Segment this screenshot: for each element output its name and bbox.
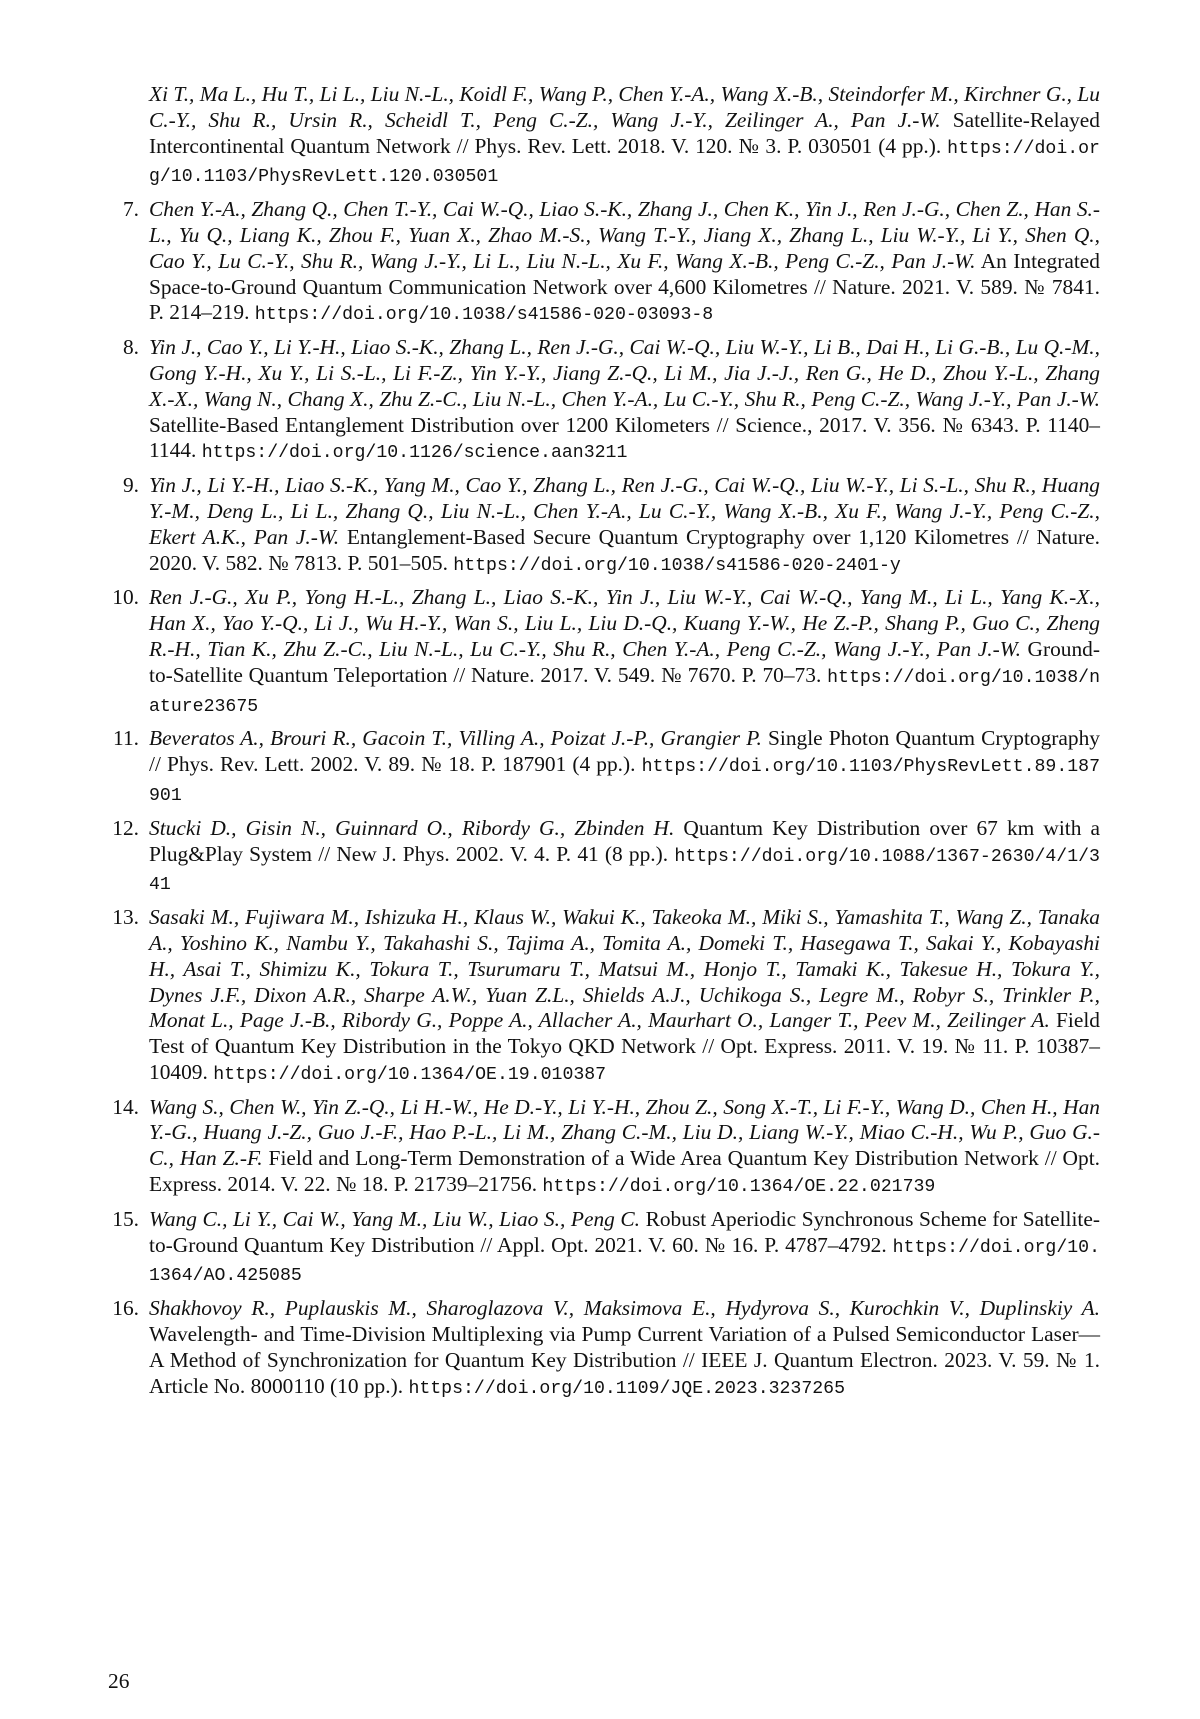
reference-number: 10. bbox=[108, 585, 139, 611]
reference-doi-link[interactable]: https://doi.org/10.1109/JQE.2023.3237265 bbox=[408, 1379, 845, 1399]
reference-item bbox=[108, 197, 1100, 329]
reference-number: 11. bbox=[108, 726, 139, 752]
reference-doi-link[interactable]: https://doi.org/10.1038/nature23675 bbox=[149, 668, 1100, 717]
reference-authors: Yin J., Li Y.-H., Liao S.-K., Yang M., Cao Y., Zhang L., Ren J.-G., Cai W.-Q., Liu W.-Y., Li S.-L., Shu R., Huang Y.-M., Deng L., Li L., Zhang Q., Liu N.-L., Chen Y.-A., Lu C.-Y., Wang X.-B., Xu F., Wang J.-Y., Peng C.-Z., Ekert A.K., Pan J.-W. bbox=[149, 473, 1100, 549]
reference-number: 12. bbox=[108, 816, 139, 842]
reference-details: Wavelength- and Time-Division Multiplexing via Pump Current Variation of a Pulsed Semiconductor Laser—A Method of Synchronization for Quantum Key Distribution // IEEE J. Quantum Electron. 2023. V. 59. № 1. Article No. 8000110 (10 pp.). bbox=[149, 1322, 1100, 1398]
reference-item bbox=[108, 473, 1100, 579]
reference-number: 8. bbox=[108, 335, 139, 361]
reference-details: Satellite-Based Entanglement Distribution over 1200 Kilometers // Science., 2017. V. 356. № 6343. P. 1140–1144. bbox=[149, 413, 1100, 463]
reference-details: Entanglement-Based Secure Quantum Cryptography over 1,120 Kilometres // Nature. 2020. V. 582. № 7813. P. 501–505. bbox=[149, 525, 1100, 575]
reference-item bbox=[108, 1296, 1100, 1402]
reference-doi-link[interactable]: https://doi.org/10.1088/1367-2630/4/1/341 bbox=[149, 847, 1100, 896]
reference-details: Field Test of Quantum Key Distribution in the Tokyo QKD Network // Opt. Express. 2011. V. 19. № 11. P. 10387–10409. bbox=[149, 1008, 1100, 1084]
reference-details: Field and Long-Term Demonstration of a Wide Area Quantum Key Distribution Network // Opt. Express. 2014. V. 22. № 18. P. 21739–21756. bbox=[149, 1146, 1100, 1196]
reference-item bbox=[108, 816, 1100, 899]
reference-details: Single Photon Quantum Cryptography // Phys. Rev. Lett. 2002. V. 89. № 18. P. 187901 (4 pp.). bbox=[149, 726, 1100, 776]
reference-item bbox=[108, 335, 1100, 467]
reference-details: Robust Aperiodic Synchronous Scheme for Satellite-to-Ground Quantum Key Distribution // Appl. Opt. 2021. V. 60. № 16. P. 4787–4792. bbox=[149, 1207, 1100, 1257]
reference-number: 9. bbox=[108, 473, 139, 499]
reference-number: 7. bbox=[108, 197, 139, 223]
reference-doi-link[interactable]: https://doi.org/10.1103/PhysRevLett.89.187901 bbox=[149, 757, 1100, 806]
reference-item bbox=[108, 726, 1100, 809]
reference-authors: Xi T., Ma L., Hu T., Li L., Liu N.-L., Koidl F., Wang P., Chen Y.-A., Wang X.-B., Steindorfer M., Kirchner G., Lu C.-Y., Shu R., Ursin R., Scheidl T., Peng C.-Z., Wang J.-Y., Zeilinger A., Pan J.-W. bbox=[149, 82, 1100, 132]
reference-doi-link[interactable]: https://doi.org/10.1364/OE.22.021739 bbox=[542, 1177, 935, 1197]
reference-authors: Sasaki M., Fujiwara M., Ishizuka H., Klaus W., Wakui K., Takeoka M., Miki S., Yamashita T., Wang Z., Tanaka A., Yoshino K., Nambu Y., Takahashi S., Tajima A., Tomita A., Domeki T., Hasegawa T., Sakai Y., Kobayashi H., Asai T., Shimizu K., Tokura T., Tsurumaru T., Matsui M., Honjo T., Tamaki K., Takesue H., Tokura Y., Dynes J.F., Dixon A.R., Sharpe A.W., Yuan Z.L., Shields A.J., Uchikoga S., Legre M., Robyr S., Trinkler P., Monat L., Page J.-B., Ribordy G., Poppe A., Allacher A., Maurhart O., Langer T., Peev M., Zeilinger A. bbox=[149, 905, 1100, 1032]
reference-details: Satellite-Relayed Intercontinental Quantum Network // Phys. Rev. Lett. 2018. V. 120. № 3. P. 030501 (4 pp.). bbox=[149, 108, 1100, 158]
reference-number: 15. bbox=[108, 1207, 139, 1233]
reference-doi-link[interactable]: https://doi.org/10.1364/AO.425085 bbox=[149, 1238, 1100, 1287]
reference-item bbox=[108, 905, 1100, 1089]
reference-details: Ground-to-Satellite Quantum Teleportation // Nature. 2017. V. 549. № 7670. P. 70–73. bbox=[149, 637, 1100, 687]
reference-authors: Chen Y.-A., Zhang Q., Chen T.-Y., Cai W.-Q., Liao S.-K., Zhang J., Chen K., Yin J., Ren J.-G., Chen Z., Han S.-L., Yu Q., Liang K., Zhou F., Yuan X., Zhao M.-S., Wang T.-Y., Jiang X., Zhang L., Liu W.-Y., Li Y., Shen Q., Cao Y., Lu C.-Y., Shu R., Wang J.-Y., Li L., Liu N.-L., Xu F., Wang X.-B., Peng C.-Z., Pan J.-W. bbox=[149, 197, 1100, 273]
reference-doi-link[interactable]: https://doi.org/10.1364/OE.19.010387 bbox=[213, 1065, 606, 1085]
reference-authors: Beveratos A., Brouri R., Gacoin T., Villing A., Poizat J.-P., Grangier P. bbox=[149, 726, 762, 750]
reference-number: 14. bbox=[108, 1095, 139, 1121]
reference-doi-link[interactable]: https://doi.org/10.1126/science.aan3211 bbox=[202, 443, 628, 463]
reference-list bbox=[108, 82, 1100, 1408]
reference-item bbox=[108, 585, 1100, 720]
reference-authors: Yin J., Cao Y., Li Y.-H., Liao S.-K., Zhang L., Ren J.-G., Cai W.-Q., Liu W.-Y., Li B., Dai H., Li G.-B., Lu Q.-M., Gong Y.-H., Xu Y., Li S.-L., Li F.-Z., Yin Y.-Y., Jiang Z.-Q., Li M., Jia J.-J., Ren G., He D., Zhou Y.-L., Zhang X.-X., Wang N., Chang X., Zhu Z.-C., Liu N.-L., Chen Y.-A., Lu C.-Y., Shu R., Peng C.-Z., Wang J.-Y., Pan J.-W. bbox=[149, 335, 1100, 411]
reference-doi-link[interactable]: https://doi.org/10.1103/PhysRevLett.120.030501 bbox=[149, 139, 1100, 188]
reference-number: 13. bbox=[108, 905, 139, 931]
reference-authors: Stucki D., Gisin N., Guinnard O., Ribordy G., Zbinden H. bbox=[149, 816, 674, 840]
reference-item bbox=[108, 1095, 1100, 1201]
reference-number: 16. bbox=[108, 1296, 139, 1322]
reference-item bbox=[108, 1207, 1100, 1290]
reference-details: Quantum Key Distribution over 67 km with a Plug&Play System // New J. Phys. 2002. V. 4. P. 41 (8 pp.). bbox=[149, 816, 1100, 866]
reference-doi-link[interactable]: https://doi.org/10.1038/s41586-020-03093-8 bbox=[255, 305, 713, 325]
reference-doi-link[interactable]: https://doi.org/10.1038/s41586-020-2401-y bbox=[453, 556, 901, 576]
reference-authors: Shakhovoy R., Puplauskis M., Sharoglazova V., Maksimova E., Hydyrova S., Kurochkin V., Duplinskiy A. bbox=[149, 1296, 1100, 1320]
reference-authors: Wang S., Chen W., Yin Z.-Q., Li H.-W., He D.-Y., Li Y.-H., Zhou Z., Song X.-T., Li F.-Y., Wang D., Chen H., Han Y.-G., Huang J.-Z., Guo J.-F., Hao P.-L., Li M., Zhang C.-M., Liu D., Liang W.-Y., Miao C.-H., Wu P., Guo G.-C., Han Z.-F. bbox=[149, 1095, 1100, 1171]
reference-authors: Wang C., Li Y., Cai W., Yang M., Liu W., Liao S., Peng C. bbox=[149, 1207, 640, 1231]
page-number: 26 bbox=[108, 1668, 129, 1694]
reference-authors: Ren J.-G., Xu P., Yong H.-L., Zhang L., Liao S.-K., Yin J., Liu W.-Y., Cai W.-Q., Yang M., Li L., Yang K.-X., Han X., Yao Y.-Q., Li J., Wu H.-Y., Wan S., Liu L., Liu D.-Q., Kuang Y.-W., He Z.-P., Shang P., Guo C., Zheng R.-H., Tian K., Zhu Z.-C., Liu N.-L., Lu C.-Y., Shu R., Chen Y.-A., Peng C.-Z., Wang J.-Y., Pan J.-W. bbox=[149, 585, 1100, 661]
reference-item bbox=[108, 82, 1100, 191]
document-page bbox=[0, 0, 1200, 1719]
reference-details: An Integrated Space-to-Ground Quantum Communication Network over 4,600 Kilometres // Nature. 2021. V. 589. № 7841. P. 214–219. bbox=[149, 249, 1100, 325]
